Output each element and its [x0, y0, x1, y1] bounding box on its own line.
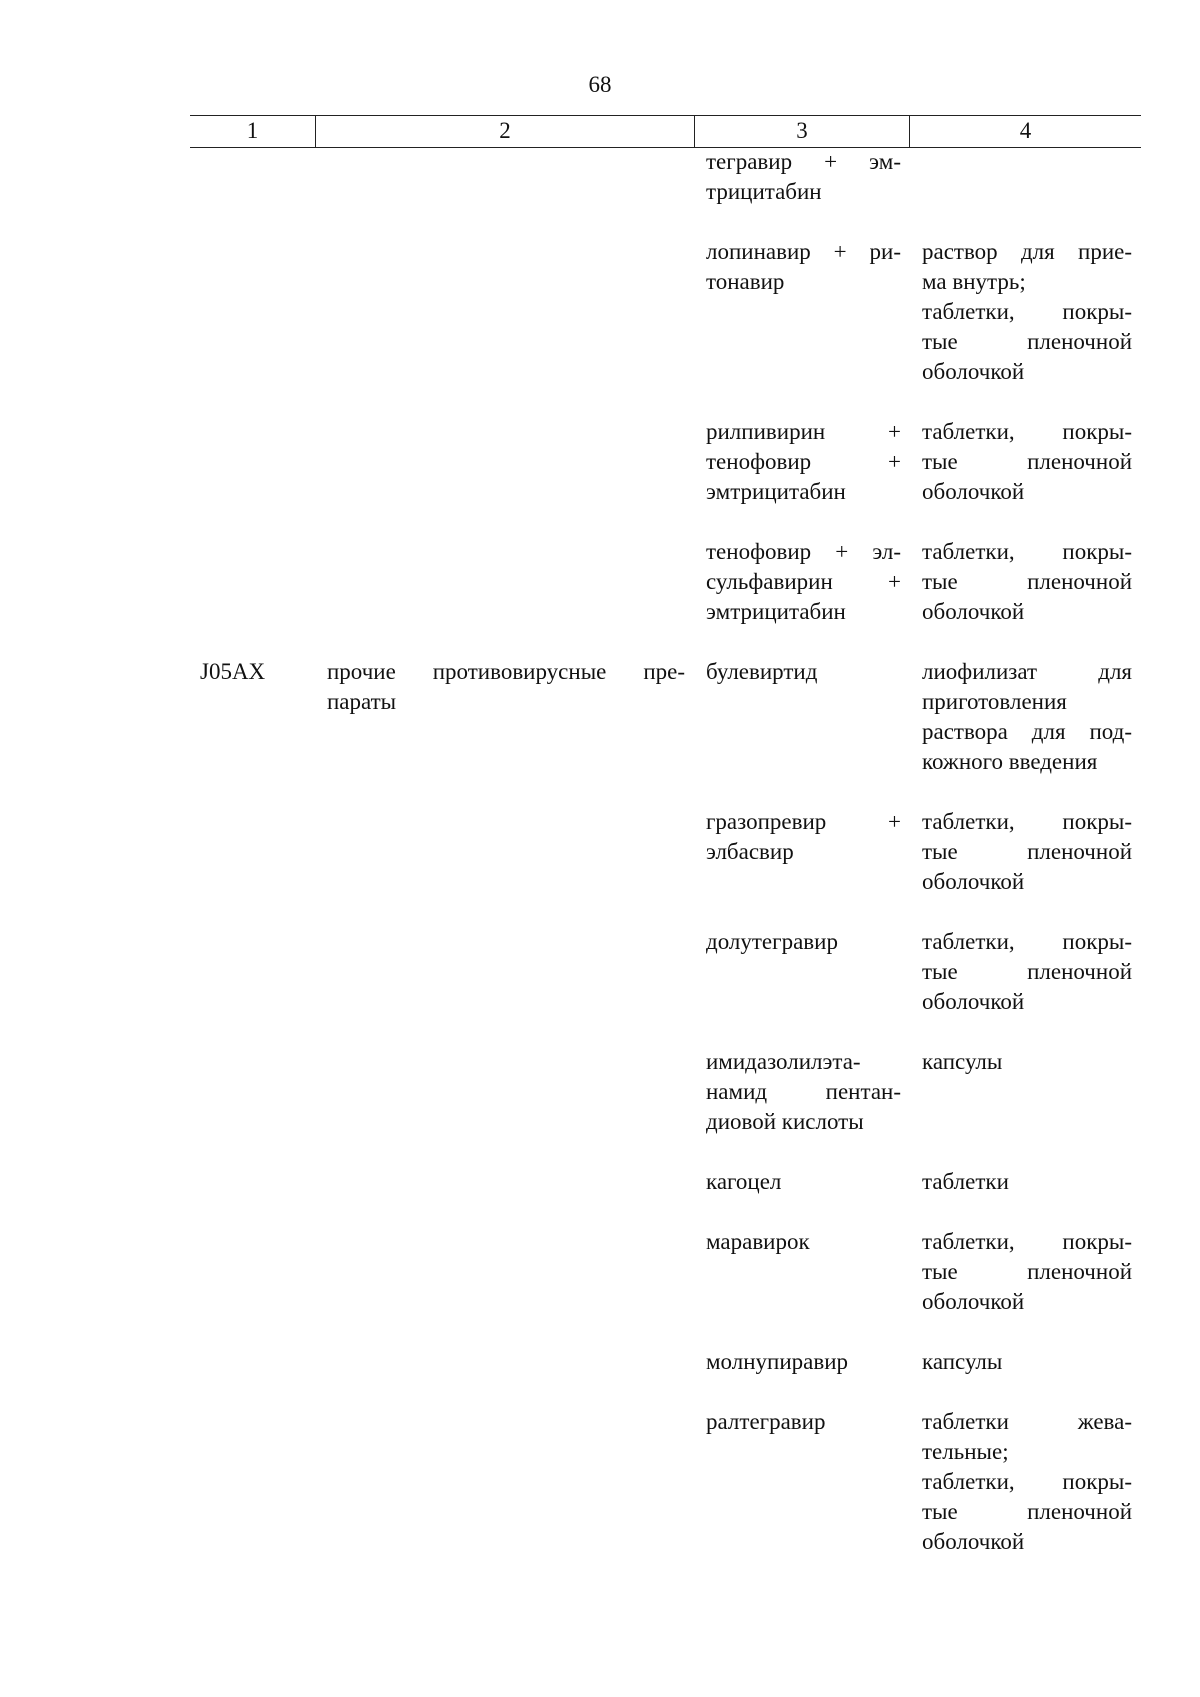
- drug-name: [706, 237, 901, 297]
- text-line: имидазолилэта-: [706, 1049, 861, 1074]
- text-line: капсулы: [922, 1349, 1003, 1374]
- text-line: гразопревир +: [706, 809, 901, 834]
- header-col-2: 2: [315, 116, 694, 147]
- text-line: булевиртид: [706, 659, 818, 684]
- text-line: оболочкой: [922, 359, 1025, 384]
- dosage-form: [922, 237, 1132, 387]
- header-col-3: 3: [694, 116, 909, 147]
- drug-name: [706, 1167, 901, 1197]
- text-line: эмтрицитабин: [706, 599, 846, 624]
- drug-name: [706, 1047, 901, 1137]
- text-line: диовой кислоты: [706, 1109, 864, 1134]
- text-line: таблетки, покры-: [922, 809, 1132, 834]
- text-line: тельные;: [922, 1439, 1009, 1464]
- text-line: таблетки, покры-: [922, 419, 1132, 444]
- text-line: таблетки: [922, 1169, 1009, 1194]
- text-line: лиофилизат для: [922, 659, 1132, 684]
- text-line: таблетки, покры-: [922, 539, 1132, 564]
- page-number: 68: [588, 72, 612, 97]
- text-line: ма внутрь;: [922, 269, 1026, 294]
- dosage-form: [922, 1407, 1132, 1557]
- text-line: тые пленочной: [922, 569, 1132, 594]
- drug-name: [706, 927, 901, 957]
- text-line: рилпивирин +: [706, 419, 901, 444]
- text-line: таблетки, покры-: [922, 1469, 1132, 1494]
- dosage-form: [922, 1047, 1132, 1077]
- text-line: таблетки жева-: [922, 1409, 1132, 1434]
- text-line: таблетки, покры-: [922, 299, 1132, 324]
- dosage-form: [922, 657, 1132, 777]
- text-line: тые пленочной: [922, 959, 1132, 984]
- text-line: оболочкой: [922, 599, 1025, 624]
- text-line: элбасвир: [706, 839, 794, 864]
- dosage-form: [922, 417, 1132, 507]
- text-line: маравирок: [706, 1229, 810, 1254]
- dosage-form: [922, 807, 1132, 897]
- text-line: капсулы: [922, 1049, 1003, 1074]
- text-line: ралтегравир: [706, 1409, 826, 1434]
- text-line: тые пленочной: [922, 449, 1132, 474]
- dosage-form: [922, 537, 1132, 627]
- text-line: сульфавирин +: [706, 569, 901, 594]
- drug-name: [706, 147, 901, 207]
- text-line: таблетки, покры-: [922, 929, 1132, 954]
- text-line: тые пленочной: [922, 1259, 1132, 1284]
- header-col-1: 1: [246, 118, 259, 143]
- dosage-form: [922, 927, 1132, 1017]
- text-line: оболочкой: [922, 869, 1025, 894]
- drug-name: [706, 657, 901, 687]
- atc-code: J05AX: [200, 659, 266, 684]
- text-line: лопинавир + ри-: [706, 239, 901, 264]
- text-line: тегравир + эм-: [706, 149, 901, 174]
- text-line: оболочкой: [922, 1289, 1025, 1314]
- dosage-form: [922, 1347, 1132, 1377]
- header-col-4: 4: [909, 116, 1141, 147]
- text-line: тые пленочной: [922, 1499, 1132, 1524]
- text-line: прочие противовирусные пре-: [327, 659, 685, 684]
- text-line: намид пентан-: [706, 1079, 901, 1104]
- drug-name: [706, 417, 901, 507]
- text-line: трицитабин: [706, 179, 822, 204]
- text-line: эмтрицитабин: [706, 479, 846, 504]
- text-line: оболочкой: [922, 479, 1025, 504]
- text-line: раствора для под-: [922, 719, 1132, 744]
- text-line: тенофовир +: [706, 449, 901, 474]
- text-line: приготовления: [922, 689, 1067, 714]
- drug-name: [706, 537, 901, 627]
- drug-name: [706, 1347, 901, 1377]
- dosage-form: [922, 1227, 1132, 1317]
- drug-name: [706, 807, 901, 867]
- text-line: таблетки, покры-: [922, 1229, 1132, 1254]
- text-line: тые пленочной: [922, 329, 1132, 354]
- text-line: оболочкой: [922, 989, 1025, 1014]
- text-line: тенофовир + эл-: [706, 539, 901, 564]
- text-line: кожного введения: [922, 749, 1098, 774]
- dosage-form: [922, 1167, 1132, 1197]
- atc-group: [327, 657, 685, 717]
- drug-name: [706, 1227, 901, 1257]
- drug-name: [706, 1407, 901, 1437]
- table-header: [190, 115, 1141, 148]
- text-line: параты: [327, 689, 397, 714]
- text-line: молнупиравир: [706, 1349, 849, 1374]
- text-line: тонавир: [706, 269, 785, 294]
- text-line: долутегравир: [706, 929, 838, 954]
- text-line: оболочкой: [922, 1529, 1025, 1554]
- text-line: тые пленочной: [922, 839, 1132, 864]
- text-line: раствор для прие-: [922, 239, 1132, 264]
- text-line: кагоцел: [706, 1169, 782, 1194]
